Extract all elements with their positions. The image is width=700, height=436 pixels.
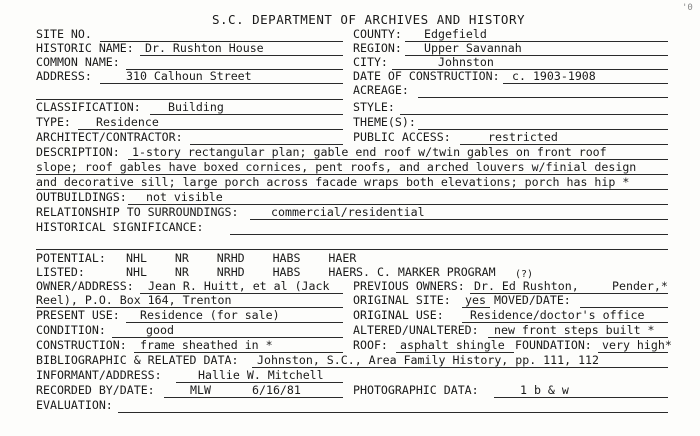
previous-owners-value: Dr. Ed Rushton, xyxy=(474,279,579,293)
evaluation-label: EVALUATION: xyxy=(36,398,113,412)
informant-value: Hallie W. Mitchell xyxy=(198,368,324,382)
recorded-date-value: 6/16/81 xyxy=(252,383,301,397)
roof-value: asphalt shingle xyxy=(400,338,505,352)
style-label: STYLE: xyxy=(353,100,395,114)
type-value: Residence xyxy=(96,115,159,129)
bibliographic-label: BIBLIOGRAPHIC & RELATED DATA: xyxy=(36,353,239,367)
public-access-label: PUBLIC ACCESS: xyxy=(353,130,451,144)
listed-codes: NHL NR NRHD HABS HAER xyxy=(126,265,357,279)
description-line-1: 1-story rectangular plan; gable end roof w/twin gables on front roof xyxy=(132,145,607,159)
listed-label: LISTED: xyxy=(36,265,85,279)
original-use-value: Residence/doctor's office xyxy=(470,308,645,322)
altered-label: ALTERED/UNALTERED: xyxy=(353,323,479,337)
outbuildings-value: not visible xyxy=(146,190,223,204)
roof-label: ROOF: xyxy=(353,338,388,352)
description-line-3: and decorative sill; large porch across facade wraps both elevations; porch has hip * xyxy=(36,175,630,189)
relationship-line xyxy=(250,219,668,220)
historic-name-line xyxy=(140,55,343,56)
county-value: Edgefield xyxy=(424,27,487,41)
historical-significance-line-1 xyxy=(230,234,668,235)
public-access-value: restricted xyxy=(488,130,558,144)
informant-label: INFORMANT/ADDRESS: xyxy=(36,368,162,382)
date-construction-value: c. 1903-1908 xyxy=(512,69,596,83)
classification-line xyxy=(150,114,343,115)
present-use-value: Residence (for sale) xyxy=(140,308,280,322)
present-use-label: PRESENT USE: xyxy=(36,308,120,322)
corner-mark: '0 xyxy=(682,3,693,13)
description-underline-3 xyxy=(36,189,668,190)
original-site-value: yes xyxy=(465,293,486,307)
theme-label: THEME(S): xyxy=(353,115,416,129)
recorded-by-label: RECORDED BY/DATE: xyxy=(36,383,155,397)
description-label: DESCRIPTION: xyxy=(36,145,120,159)
address-label: ADDRESS: xyxy=(36,69,92,83)
foundation-label: FOUNDATION: xyxy=(515,338,592,352)
construction-value: frame sheathed in * xyxy=(140,338,273,352)
condition-label: CONDITION: xyxy=(36,323,106,337)
classification-value: Building xyxy=(168,100,224,114)
owner-value-1: Jean R. Huitt, et al (Jack xyxy=(148,279,330,293)
evaluation-line xyxy=(118,412,668,413)
recorded-by-value: MLW xyxy=(190,383,211,397)
potential-codes: NHL NR NRHD HABS HAER xyxy=(126,251,357,265)
historical-significance-label: HISTORICAL SIGNIFICANCE: xyxy=(36,220,204,234)
construction-label: CONSTRUCTION: xyxy=(36,338,127,352)
foundation-line xyxy=(598,352,668,353)
city-label: CITY: xyxy=(353,55,388,69)
address-value: 310 Calhoun Street xyxy=(126,69,252,83)
city-value: Johnston xyxy=(438,55,494,69)
marker-program-note: (?) xyxy=(515,269,534,280)
historic-name-label: HISTORIC NAME: xyxy=(36,41,134,55)
previous-owners-label: PREVIOUS OWNERS: xyxy=(353,279,465,293)
relationship-value: commercial/residential xyxy=(271,205,425,219)
photographic-value: 1 b & w xyxy=(520,383,569,397)
historical-significance-line-2 xyxy=(36,249,668,250)
acreage-label: ACREAGE: xyxy=(353,83,409,97)
condition-value: good xyxy=(146,323,174,337)
relationship-label: RELATIONSHIP TO SURROUNDINGS: xyxy=(36,205,239,219)
potential-label: POTENTIAL: xyxy=(36,251,106,265)
photographic-label: PHOTOGRAPHIC DATA: xyxy=(353,383,479,397)
historic-name-value: Dr. Rushton House xyxy=(145,41,264,55)
address-line xyxy=(100,83,343,84)
foundation-value: very high* xyxy=(602,338,672,352)
owner-address-label: OWNER/ADDRESS: xyxy=(36,279,134,293)
common-name-label: COMMON NAME: xyxy=(36,55,120,69)
date-construction-line xyxy=(503,83,668,84)
architect-label: ARCHITECT/CONTRACTOR: xyxy=(36,130,183,144)
original-use-label: ORIGINAL USE: xyxy=(353,308,444,322)
date-construction-label: DATE OF CONSTRUCTION: xyxy=(353,69,500,83)
photographic-line xyxy=(494,397,668,398)
type-label: TYPE: xyxy=(36,115,71,129)
form-title: S.C. DEPARTMENT OF ARCHIVES AND HISTORY xyxy=(212,12,525,27)
outbuildings-label: OUTBUILDINGS: xyxy=(36,190,127,204)
region-value: Upper Savannah xyxy=(424,41,522,55)
original-site-label: ORIGINAL SITE: xyxy=(353,293,451,307)
site-no-label: SITE NO. xyxy=(36,27,92,41)
marker-program-label: S. C. MARKER PROGRAM xyxy=(356,265,496,279)
acreage-line xyxy=(418,97,668,98)
recorded-by-line xyxy=(164,397,343,398)
classification-label: CLASSIFICATION: xyxy=(36,100,141,114)
previous-owners-value-b: Pender,* xyxy=(612,279,668,293)
owner-value-2: Reel), P.O. Box 164, Trenton xyxy=(36,293,232,307)
region-label: REGION: xyxy=(353,41,402,55)
county-label: COUNTY: xyxy=(353,27,402,41)
moved-date-label: MOVED/DATE: xyxy=(494,293,571,307)
style-line xyxy=(400,114,668,115)
altered-value: new front steps built * xyxy=(494,323,655,337)
bibliographic-value: Johnston, S.C., Area Family History, pp. 111, 112 xyxy=(257,353,600,367)
description-line-2: slope; roof gables have boxed cornices, pent roofs, and arched louvers w/finial design xyxy=(36,160,637,174)
